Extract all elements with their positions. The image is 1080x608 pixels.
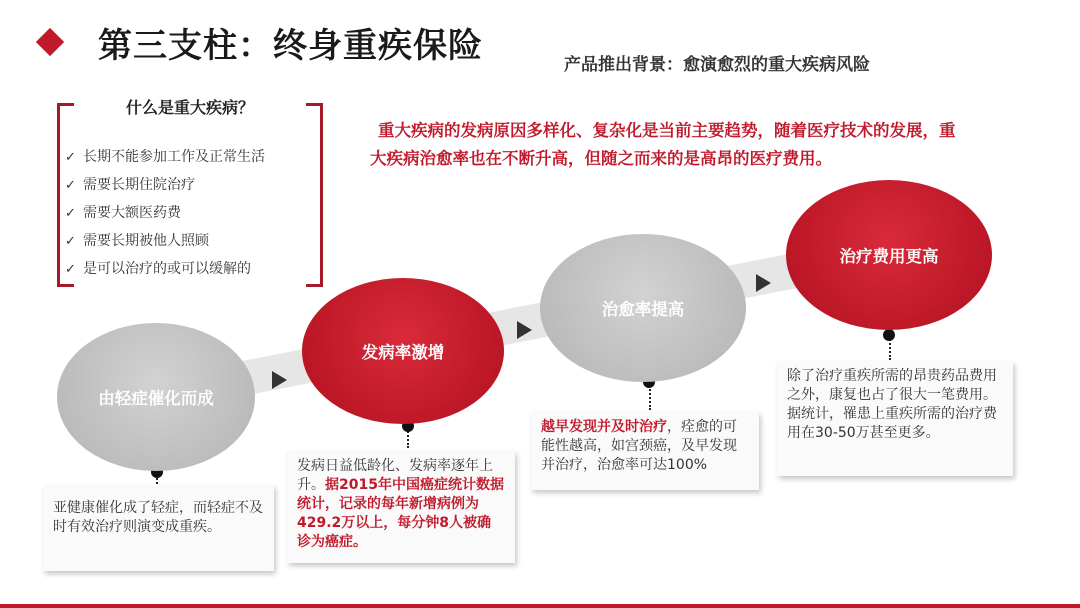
definition-item: ✓ 需要长期住院治疗 bbox=[65, 177, 195, 193]
check-icon: ✓ bbox=[65, 178, 76, 193]
stage-card-1: 亚健康催化成了轻症，而轻症不及时有效治疗则演变成重疾。 bbox=[43, 485, 274, 571]
stage-circle-2 bbox=[302, 278, 504, 424]
stage-circle-4 bbox=[786, 180, 992, 330]
stage-label: 由轻症催化而成 bbox=[98, 389, 214, 408]
check-icon: ✓ bbox=[65, 234, 76, 249]
stage-label: 发病率激增 bbox=[361, 343, 445, 362]
check-icon: ✓ bbox=[65, 206, 76, 221]
definition-item: ✓ 长期不能参加工作及正常生活 bbox=[65, 149, 265, 165]
connector-dot bbox=[883, 329, 895, 341]
stage-circle-1 bbox=[57, 323, 255, 471]
page-subtitle: 产品推出背景：愈演愈烈的重大疾病风险 bbox=[564, 55, 870, 75]
check-icon: ✓ bbox=[65, 150, 76, 165]
definition-item: ✓ 需要长期被他人照顾 bbox=[65, 233, 209, 249]
stage-circle-3 bbox=[540, 234, 746, 382]
stage-card-3: 越早发现并及时治疗，痊愈的可能性越高，如宫颈癌，及早发现并治疗，治愈率可达100% bbox=[531, 412, 759, 490]
arrow-right-icon bbox=[756, 274, 771, 292]
arrow-right-icon bbox=[517, 321, 532, 339]
stage-card-2: 发病日益低龄化、发病率逐年上升。据2015年中国癌症统计数据统计，记录的每年新增病例为429.2万以上，每分钟8人被确诊为癌症。 bbox=[287, 451, 515, 563]
intro-line-2: 大疾病治愈率也在不断升高，但随之而来的是高昂的医疗费用。 bbox=[370, 149, 832, 168]
definition-item: ✓ 是可以治疗的或可以缓解的 bbox=[65, 261, 251, 277]
stage-label: 治疗费用更高 bbox=[839, 247, 939, 266]
stage-label: 治愈率提高 bbox=[601, 300, 685, 319]
definition-title: 什么是重大疾病？ bbox=[125, 98, 254, 117]
stage-card-4: 除了治疗重疾所需的昂贵药品费用之外，康复也占了很大一笔费用。 据统计，罹患上重疾所需的治疗费用在30-50万甚至更多。 bbox=[777, 361, 1013, 476]
definition-item: ✓ 需要大额医药费 bbox=[65, 205, 181, 221]
arrow-right-icon bbox=[272, 371, 287, 389]
footer-accent-bar bbox=[0, 604, 1080, 608]
page-title: 第三支柱：终身重疾保险 bbox=[98, 26, 483, 66]
intro-line-1: 重大疾病的发病原因多样化、复杂化是当前主要趋势，随着医疗技术的发展，重 bbox=[378, 121, 956, 140]
check-icon: ✓ bbox=[65, 262, 76, 277]
